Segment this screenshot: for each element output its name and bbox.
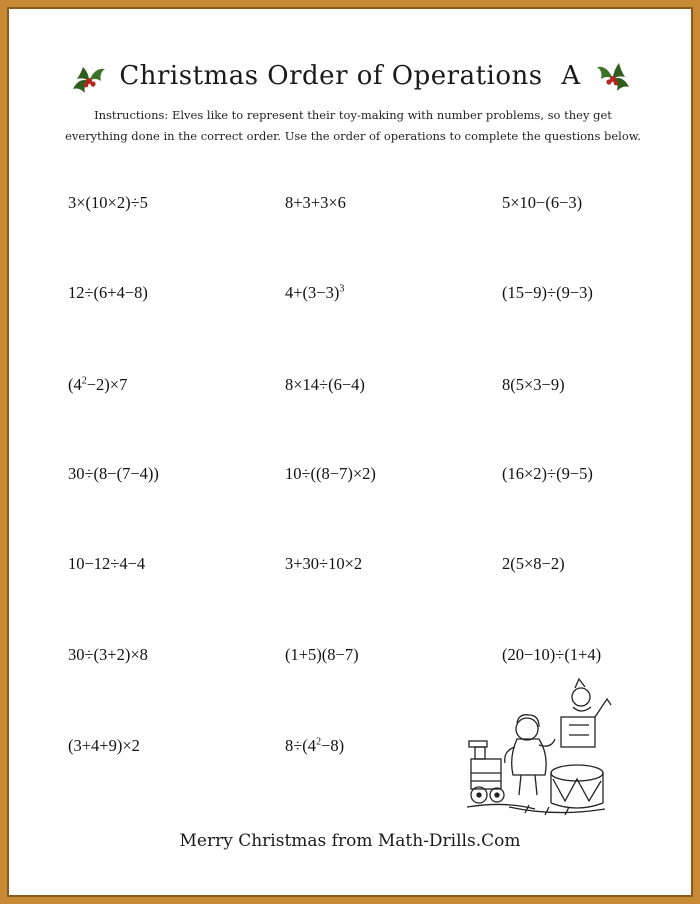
- problem: 30÷(3+2)×8: [68, 645, 148, 664]
- problem: 8(5×3−9): [502, 375, 565, 394]
- problem-base: 8÷(4: [285, 736, 317, 755]
- exponent: 2: [316, 736, 322, 748]
- problem: (1+5)(8−7): [285, 645, 359, 664]
- problem: [285, 736, 344, 756]
- problem-base: (4: [68, 375, 82, 394]
- problem: 8+3+3×6: [285, 193, 346, 212]
- problem-tail: −8): [321, 736, 345, 755]
- problem: [68, 375, 127, 395]
- problem: 2(5×8−2): [502, 554, 565, 573]
- footer-text: Merry Christmas from Math-Drills.Com: [179, 831, 521, 851]
- problem: (3+4+9)×2: [68, 736, 140, 755]
- page-title: [9, 61, 691, 91]
- exponent: 3: [339, 283, 345, 295]
- problem-tail: −2)×7: [86, 375, 128, 394]
- problem: 10−12÷4−4: [68, 554, 146, 573]
- problem: (20−10)÷(1+4): [502, 645, 602, 664]
- exponent: 2: [81, 375, 87, 387]
- problem: 12÷(6+4−8): [68, 283, 148, 302]
- version-label: A: [561, 61, 581, 91]
- problem: (16×2)÷(9−5): [502, 464, 593, 483]
- problem: 3+30÷10×2: [285, 554, 363, 573]
- instructions-text: Instructions: Elves like to represent their toy-making with number problems, so they get everything done in the correct order. Use the order of operations to complete the questions below.: [65, 108, 641, 143]
- problem: 3×(10×2)÷5: [68, 193, 148, 212]
- problem: (15−9)÷(9−3): [502, 283, 593, 302]
- problem: 5×10−(6−3): [502, 193, 583, 212]
- worksheet-page: [7, 7, 693, 897]
- problem: [285, 283, 344, 303]
- title-text: Christmas Order of Operations: [119, 61, 543, 91]
- problem-base: 4+(3−3): [285, 283, 340, 302]
- problem: 30÷(8−(7−4)): [68, 464, 159, 483]
- problem: 8×14÷(6−4): [285, 375, 365, 394]
- problem: 10÷((8−7)×2): [285, 464, 376, 483]
- toy-illustration: [465, 677, 615, 819]
